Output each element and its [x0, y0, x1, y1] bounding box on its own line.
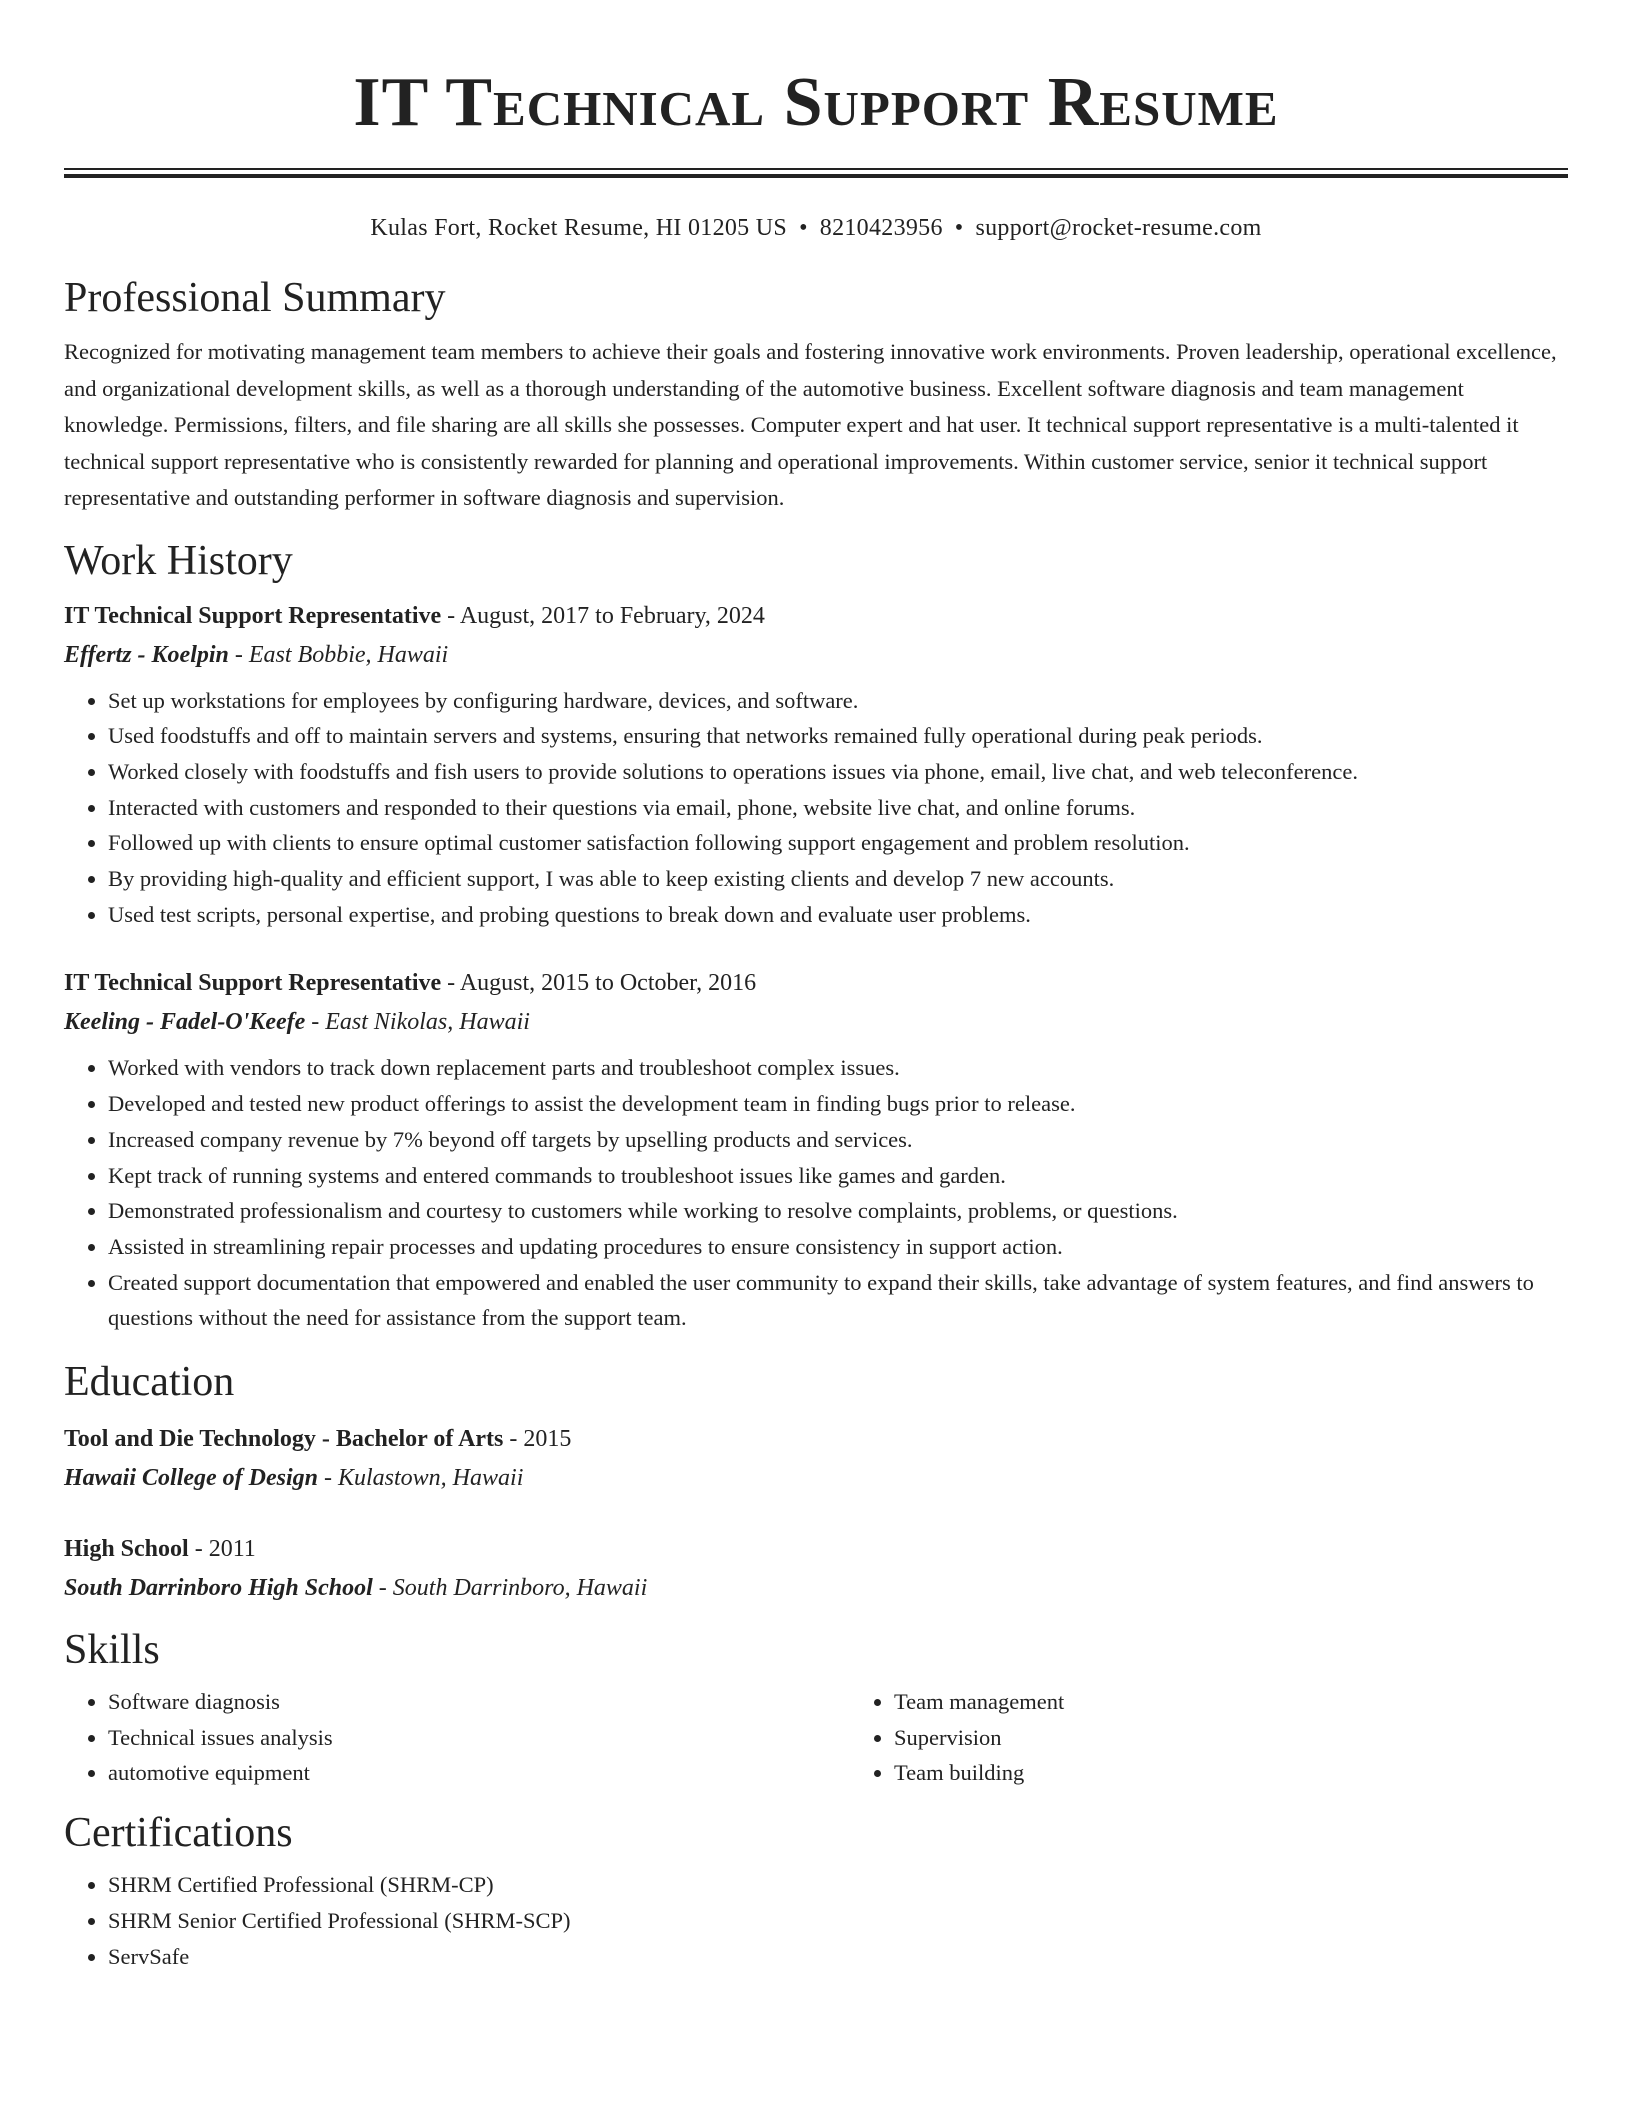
job-header: [64, 597, 1568, 635]
job-duties-list: [64, 683, 1568, 933]
education-entry: [64, 1420, 1568, 1498]
job-title: IT Technical Support Representative: [64, 602, 442, 629]
education-degree-line: [64, 1530, 1568, 1568]
contact-phone: 8210423956: [819, 215, 943, 241]
contact-line: [64, 212, 1568, 244]
list-item: • Created support documentation that empowered and enabled the user community to expand their skills, take advantage of system features, and find answers to questions without the need for assistance from the support team.: [108, 1265, 1568, 1336]
contact-address: Kulas Fort, Rocket Resume, HI 01205 US: [370, 215, 788, 241]
summary-text: Recognized for motivating management team members to achieve their goals and fostering innovative work environments. Proven leadership, operational excellence, and organizational development skills, as well as a thorough understanding of the automotive business. Excellent software diagnosis and team management knowledge. Permissions, filters, and file sharing are all skills she possesses. Computer expert and hat user. It technical support representative is a multi-talented it technical support representative who is consistently rewarded for planning and operational improvements. Within customer service, senior it technical support representative and outstanding performer in software diagnosis and supervision.: [64, 339, 1557, 510]
education-heading: Education: [64, 1359, 235, 1406]
resume-title: IT Technical Support Resume: [353, 64, 1279, 141]
education-location: - Kulastown, Hawaii: [318, 1465, 524, 1492]
list-item: • By providing high-quality and efficient support, I was able to keep existing clients and develop 7 new accounts.: [108, 861, 1568, 897]
education-school: Hawaii College of Design: [64, 1465, 318, 1492]
list-item: • ServSafe: [108, 1939, 1568, 1975]
list-item: • Followed up with clients to ensure optimal customer satisfaction following support engagement and problem resolution.: [108, 825, 1568, 861]
contact-separator: •: [799, 215, 808, 241]
job-location: - East Nikolas, Hawaii: [305, 1009, 530, 1036]
job-company: Effertz - Koelpin: [64, 641, 229, 668]
education-degree: Tool and Die Technology - Bachelor of Arts: [64, 1426, 504, 1453]
contact-separator: •: [954, 215, 964, 241]
list-item: • Assisted in streamlining repair processes and updating procedures to ensure consistency in support action.: [108, 1229, 1568, 1265]
list-item: • Worked closely with foodstuffs and fish users to provide solutions to operations issues via phone, email, live chat, and web teleconference.: [108, 754, 1568, 790]
job-duties-list: [64, 1050, 1568, 1336]
education-degree-line: [64, 1420, 1568, 1458]
resume-page: [64, 0, 1568, 1974]
job-header: [64, 964, 1568, 1002]
education-school: South Darrinboro High School: [64, 1575, 373, 1602]
education-entry: [64, 1530, 1568, 1608]
skills-grid: [64, 1684, 1568, 1791]
education-year: - 2015: [503, 1426, 572, 1453]
certifications-list: [64, 1867, 1568, 1974]
list-item: • SHRM Senior Certified Professional (SHRM-SCP): [108, 1903, 1568, 1939]
list-item: • Used foodstuffs and off to maintain servers and systems, ensuring that networks remained fully operational during peak periods.: [108, 718, 1568, 754]
list-item: • Kept track of running systems and entered commands to troubleshoot issues like games and garden.: [108, 1158, 1568, 1194]
list-item: • Team building: [894, 1755, 1632, 1791]
skills-list-right: [850, 1684, 1632, 1791]
list-item: • Used test scripts, personal expertise, and probing questions to break down and evaluate user problems.: [108, 897, 1568, 933]
summary-heading: Professional Summary: [64, 275, 446, 321]
list-item: • Developed and tested new product offerings to assist the development team in finding bugs prior to release.: [108, 1086, 1568, 1122]
list-item: • Supervision: [894, 1720, 1632, 1756]
job-entry: [64, 964, 1568, 1336]
skills-list-left: [64, 1684, 850, 1791]
skills-heading: Skills: [64, 1627, 160, 1674]
job-title: IT Technical Support Representative: [64, 970, 442, 997]
education-year: - 2011: [188, 1536, 256, 1563]
job-entry: [64, 597, 1568, 933]
title-divider: [64, 168, 1568, 178]
certifications-heading: Certifications: [64, 1810, 293, 1857]
job-company-line: [64, 635, 1568, 675]
list-item: • Interacted with customers and responded to their questions via email, phone, website live chat, and online forums.: [108, 790, 1568, 826]
list-item: • Worked with vendors to track down replacement parts and troubleshoot complex issues.: [108, 1050, 1568, 1086]
job-dates: - August, 2017 to February, 2024: [441, 602, 765, 629]
list-item: • Demonstrated professionalism and courtesy to customers while working to resolve complaints, problems, or questions.: [108, 1193, 1568, 1229]
education-degree: High School: [64, 1536, 189, 1563]
list-item: • Technical issues analysis: [108, 1720, 850, 1756]
job-location: - East Bobbie, Hawaii: [228, 641, 449, 668]
job-company: Keeling - Fadel-O'Keefe: [64, 1009, 306, 1036]
list-item: • Set up workstations for employees by configuring hardware, devices, and software.: [108, 683, 1568, 719]
work-history-heading: Work History: [64, 537, 293, 584]
education-school-line: [64, 1568, 1568, 1608]
list-item: • Software diagnosis: [108, 1684, 850, 1720]
list-item: • automotive equipment: [108, 1755, 850, 1791]
list-item: • SHRM Certified Professional (SHRM-CP): [108, 1867, 1568, 1903]
contact-email: support@rocket-resume.com: [975, 215, 1262, 241]
education-school-line: [64, 1458, 1568, 1498]
job-dates: - August, 2015 to October, 2016: [441, 970, 757, 997]
job-company-line: [64, 1002, 1568, 1042]
list-item: • Increased company revenue by 7% beyond off targets by upselling products and services.: [108, 1122, 1568, 1158]
education-location: - South Darrinboro, Hawaii: [372, 1575, 648, 1602]
list-item: • Team management: [894, 1684, 1632, 1720]
